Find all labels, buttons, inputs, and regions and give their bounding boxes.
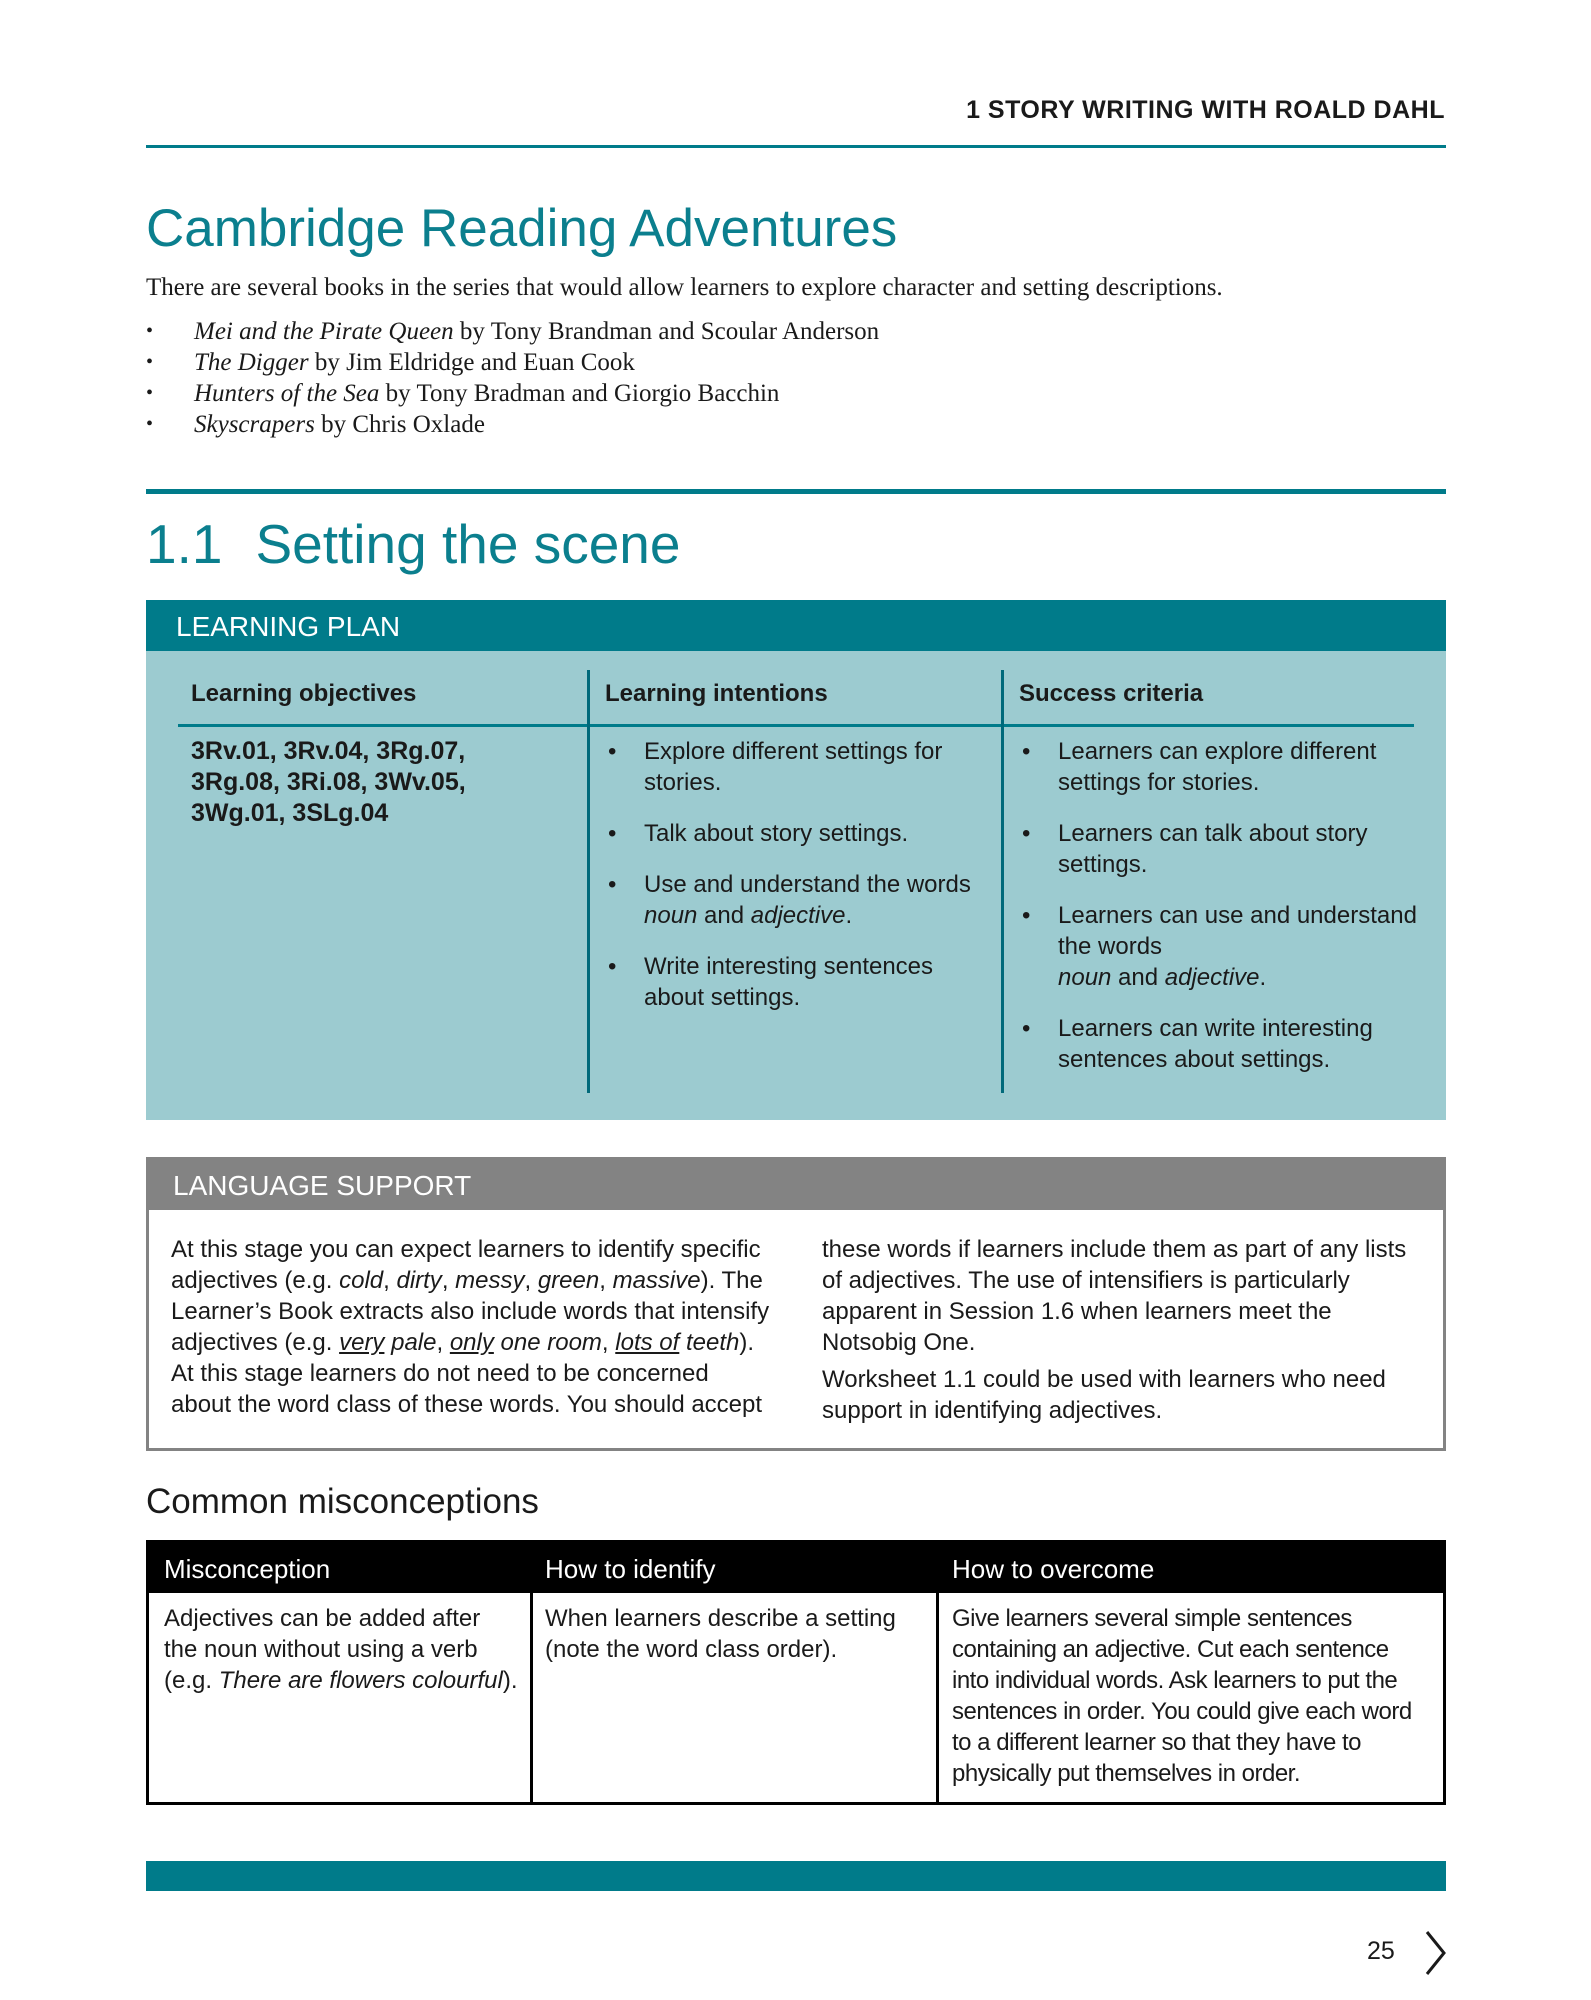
- text-italic: noun: [1058, 964, 1112, 991]
- learning-plan-heading: LEARNING PLAN: [146, 600, 1446, 651]
- text-italic: adjective: [750, 902, 846, 929]
- book-author: by Chris Oxlade: [314, 411, 485, 438]
- language-support-body: [171, 1234, 1421, 1434]
- text-italic: noun: [644, 902, 698, 929]
- book-title: The Digger: [194, 349, 309, 376]
- text: Adjectives can be added after the noun without using a verb (e.g.: [164, 1605, 481, 1694]
- page-number: 25: [1367, 1937, 1395, 1965]
- column-header: How to identify: [545, 1554, 716, 1584]
- misconceptions-table: [146, 1540, 1446, 1805]
- chevron-right-icon[interactable]: [1424, 1930, 1448, 1981]
- criteria-item: • Learners can talk about story settings.: [1018, 818, 1418, 880]
- column-divider: [1001, 670, 1004, 1093]
- text: .: [1259, 964, 1267, 991]
- footer-bar: [146, 1861, 1446, 1891]
- section-rule: [146, 489, 1446, 494]
- example-word: messy: [455, 1267, 525, 1294]
- column-divider: [587, 670, 590, 1093]
- column-rule: [178, 724, 587, 727]
- text: .: [845, 902, 853, 929]
- text: ). At this stage learners do not need to be concerned about the word class of these words. You should accept these words if learners include them as part of any lists of adjectives. The use of intensifiers is particularly apparent in Session 1.6 when learners meet the Notsobig One.: [171, 1236, 1407, 1418]
- objectives-codes: [191, 736, 571, 829]
- objectives-line: 3Rv.01, 3Rv.04, 3Rg.07,: [191, 737, 466, 765]
- example-word: cold: [339, 1267, 384, 1294]
- table-cell: When learners describe a setting (note the word class order).: [545, 1605, 896, 1663]
- example-word: green: [537, 1267, 600, 1294]
- misconceptions-heading: Common misconceptions: [146, 1482, 539, 1521]
- criteria-heading: Success criteria: [1019, 680, 1204, 707]
- book-item: [146, 409, 879, 440]
- objectives-line: 3Wg.01, 3SLg.04: [191, 799, 389, 827]
- column-header: Misconception: [164, 1554, 331, 1584]
- criteria-item: • Learners can explore different settings for stories.: [1018, 736, 1418, 798]
- language-support: [146, 1157, 1446, 1451]
- text: ,: [436, 1329, 450, 1356]
- text: and: [697, 902, 751, 929]
- column-divider: [936, 1543, 939, 1802]
- chapter-header: 1 STORY WRITING WITH ROALD DAHL: [966, 96, 1445, 124]
- learning-plan: [146, 600, 1446, 1120]
- book-title: Skyscrapers: [194, 411, 315, 438]
- text: At this stage you can expect learners to identify specific adjectives (e.g.: [171, 1236, 761, 1294]
- cra-intro: There are several books in the series that would allow learners to explore character and setting descriptions.: [146, 274, 1223, 301]
- text: ,: [599, 1267, 613, 1294]
- column-divider: [530, 1543, 533, 1802]
- example-word: one room: [493, 1329, 602, 1356]
- book-author: by Tony Bradman and Giorgio Bacchin: [379, 380, 780, 407]
- intentions-heading: Learning intentions: [605, 680, 828, 707]
- example-word: massive: [612, 1267, 701, 1294]
- text: ). The Learner’s Book extracts also include words that intensify adjectives (e.g.: [171, 1267, 770, 1356]
- section-title: Setting the scene: [255, 513, 681, 575]
- cra-heading: Cambridge Reading Adventures: [146, 199, 898, 258]
- criteria-list: [1018, 736, 1418, 1095]
- text: ,: [601, 1329, 616, 1356]
- text: ,: [524, 1267, 538, 1294]
- intensifier: very: [339, 1329, 385, 1356]
- intention-item: • Write interesting sentences about settings.: [604, 951, 986, 1013]
- table-header-row: [149, 1543, 1443, 1593]
- column-header: How to overcome: [952, 1554, 1155, 1584]
- book-item: [146, 347, 879, 378]
- intensifier: lots of: [615, 1329, 680, 1356]
- criteria-item: [1018, 900, 1418, 993]
- language-paragraph: Worksheet 1.1 could be used with learners who need support in identifying adjectives.: [822, 1366, 1386, 1424]
- intention-item: • Explore different settings for stories.: [604, 736, 986, 798]
- example-word: dirty: [396, 1267, 442, 1294]
- example-word: pale: [384, 1329, 437, 1356]
- table-cell: [164, 1603, 519, 1696]
- column-rule: [1004, 724, 1414, 727]
- book-list: [146, 316, 879, 440]
- text: Use and understand the words: [644, 871, 971, 898]
- book-item: [146, 316, 879, 347]
- intention-item: [604, 869, 986, 931]
- book-title: Mei and the Pirate Queen: [194, 318, 454, 345]
- language-support-heading: LANGUAGE SUPPORT: [149, 1160, 1443, 1210]
- header-rule: [146, 145, 1446, 148]
- objectives-heading: Learning objectives: [191, 680, 417, 707]
- text: Learners can use and understand the words: [1058, 902, 1417, 960]
- text: ).: [502, 1667, 518, 1694]
- book-item: [146, 378, 879, 409]
- text: and: [1111, 964, 1165, 991]
- text: ,: [441, 1267, 456, 1294]
- objectives-line: 3Rg.08, 3Ri.08, 3Wv.05,: [191, 768, 466, 796]
- example-sentence: There are flowers colourful: [218, 1667, 503, 1694]
- intention-item: • Talk about story settings.: [604, 818, 986, 849]
- book-author: by Tony Brandman and Scoular Anderson: [453, 318, 880, 345]
- section-number: 1.1: [146, 513, 223, 575]
- column-rule: [590, 724, 1001, 727]
- book-title: Hunters of the Sea: [194, 380, 380, 407]
- intentions-list: [604, 736, 986, 1033]
- book-author: by Jim Eldridge and Euan Cook: [308, 349, 635, 376]
- table-cell: Give learners several simple sentences containing an adjective. Cut each sentence into individual words. Ask learners to put the sentences in order. You could give each word to a different learner so that they have to physically put themselves in order.: [952, 1605, 1412, 1787]
- section-heading: [146, 512, 680, 576]
- criteria-item: • Learners can write interesting sentences about settings.: [1018, 1013, 1418, 1075]
- example-word: teeth: [679, 1329, 740, 1356]
- text-italic: adjective: [1164, 964, 1260, 991]
- text: ,: [383, 1267, 397, 1294]
- intensifier: only: [449, 1329, 494, 1356]
